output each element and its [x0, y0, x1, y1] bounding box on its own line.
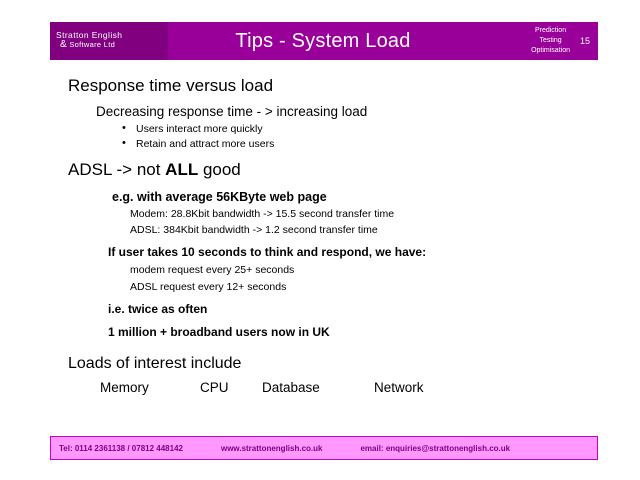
list-item: • Retain and attract more users — [120, 138, 640, 150]
text-user-think-time: If user takes 10 seconds to think and respond, we have: — [108, 245, 427, 259]
header-right — [478, 22, 598, 60]
text-modem-request-rate: modem request every 25+ seconds — [130, 264, 295, 276]
heading-adsl-part2: good — [198, 160, 241, 179]
heading-adsl — [68, 150, 640, 180]
slide-title: Tips - System Load — [235, 29, 411, 52]
load-item-database: Database — [262, 380, 320, 395]
logo-english: English — [91, 30, 123, 41]
tagline-prediction: Prediction — [534, 26, 567, 34]
text-twice-as-often: i.e. twice as often — [108, 302, 208, 316]
slide-number: 15 — [579, 36, 590, 46]
logo-ampersand: & — [60, 39, 67, 51]
tagline-testing: Testing — [539, 36, 562, 44]
logo-line-2 — [56, 40, 122, 51]
tagline-optimisation: Optimisation — [531, 47, 570, 55]
text-modem-bandwidth: Modem: 28.8Kbit bandwidth -> 15.5 second transfer time — [130, 208, 395, 220]
heading-adsl-part1: ADSL -> not — [68, 160, 166, 179]
load-item-memory: Memory — [100, 380, 149, 395]
company-logo — [50, 22, 168, 60]
heading-response-time: Response time versus load — [68, 76, 274, 95]
footer-telephone: Tel: 0114 2361138 / 07812 448142 — [59, 443, 183, 453]
text-broadband-users: 1 million + broadband users now in UK — [108, 325, 330, 339]
footer-email[interactable] — [360, 444, 510, 453]
load-item-network: Network — [374, 380, 424, 395]
text-average-web-page: e.g. with average 56KByte web page — [112, 190, 327, 204]
list-item: • Users interact more quickly — [120, 123, 640, 135]
loads-list — [100, 380, 640, 395]
footer-email-address: enquiries@strattonenglish.co.uk — [383, 443, 511, 453]
footer-email-label: email: — [360, 443, 384, 453]
logo-software-ltd: Software Ltd — [69, 40, 116, 50]
logo-stratton: Stratton — [56, 30, 89, 41]
bullet-list-response-time — [120, 123, 640, 150]
heading-loads-of-interest: Loads of interest include — [68, 355, 242, 372]
text-adsl-request-rate: ADSL request every 12+ seconds — [130, 281, 287, 293]
text-adsl-bandwidth: ADSL: 384Kbit bandwidth -> 1.2 second transfer time — [130, 224, 378, 236]
slide-header — [50, 22, 598, 60]
subheading-decreasing-response-time: Decreasing response time - > increasing load — [96, 104, 368, 119]
slide-footer — [50, 436, 598, 460]
footer-website[interactable]: www.strattonenglish.co.uk — [220, 443, 323, 453]
load-item-cpu: CPU — [200, 380, 229, 395]
slide-body — [0, 66, 640, 395]
logo-text — [56, 31, 122, 50]
heading-adsl-emphasis: ALL — [165, 160, 199, 179]
header-tagline — [531, 26, 580, 56]
